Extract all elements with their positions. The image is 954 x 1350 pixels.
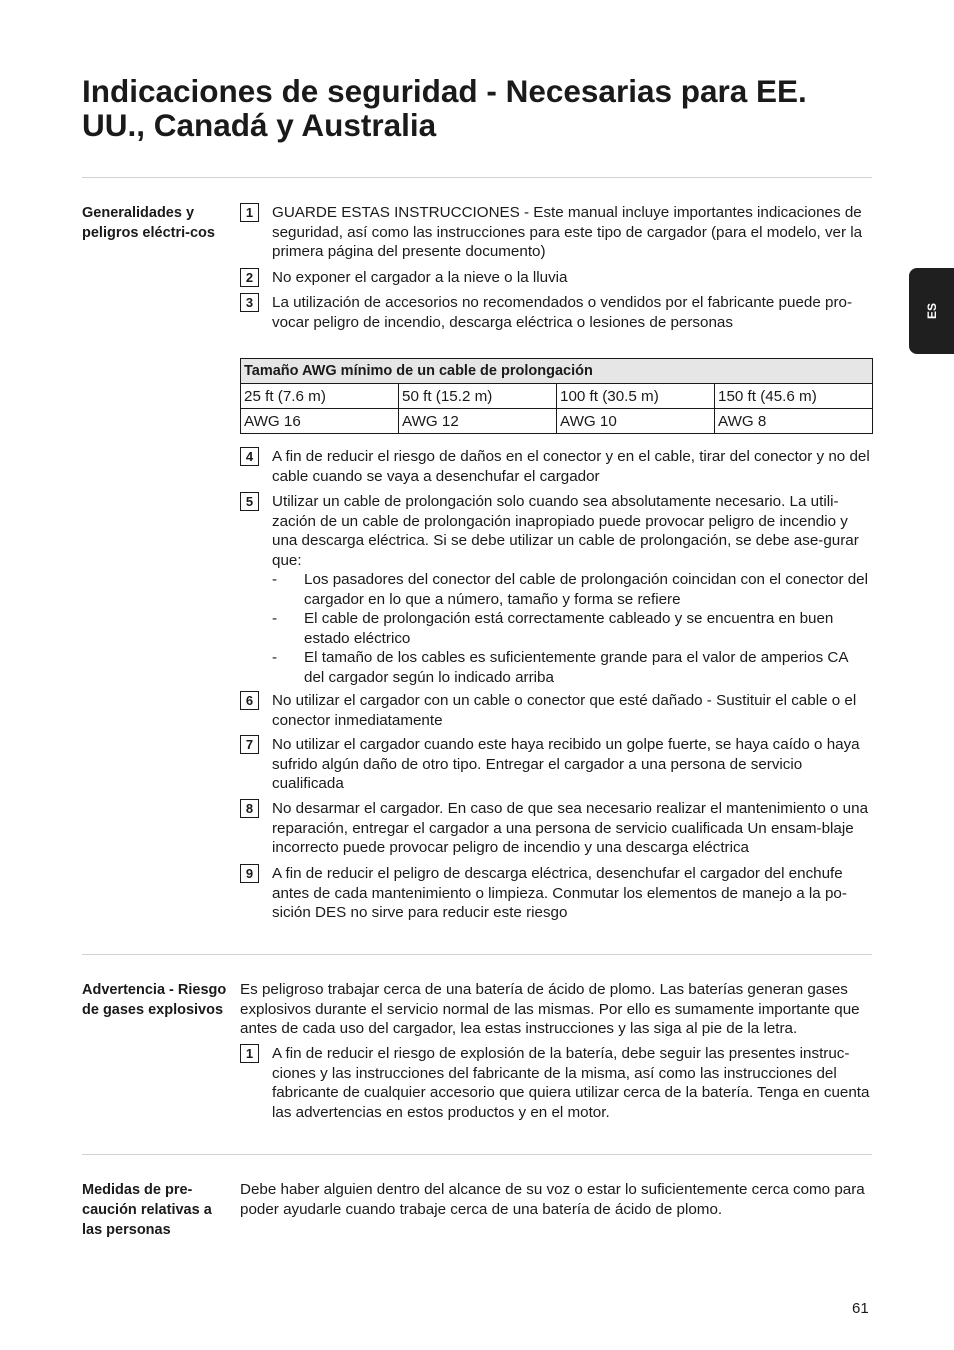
list-item [240, 203, 872, 262]
table-row [241, 409, 873, 434]
list-item [240, 293, 872, 332]
list-item [240, 864, 872, 923]
table-cell: 25 ft (7.6 m) [241, 384, 399, 409]
item-number: 5 [240, 492, 259, 511]
section-heading-explosive-gases: Advertencia - Riesgo de gases explosivos [82, 982, 227, 1018]
item-text: A fin de reducir el riesgo de daños en el conector y en el cable, tirar del conector y no del cable cuando se vaya a desenchufar el cargador [272, 448, 870, 485]
item-text: No desarmar el cargador. En caso de que sea necesario realizar el mantenimiento o una reparación, entregar el cargador a una persona de servicio cualificada Un ensam-blaje incorrecto puede provocar peligro de incendio y una descarga eléctrica [272, 800, 869, 856]
list-item [240, 1044, 872, 1122]
list-item [240, 735, 872, 794]
item-number: 6 [240, 691, 259, 710]
table-cell: 100 ft (30.5 m) [557, 384, 715, 409]
item-number: 1 [240, 1044, 259, 1063]
item-number: 1 [240, 203, 259, 222]
section-intro: Es peligroso trabajar cerca de una batería de ácido de plomo. Las baterías generan gases explosivos durante el servicio normal de las mismas. Por ello es sumamente importante que antes de cada uso del cargador, lea estas instrucciones y las siga al pie de la letra. [240, 981, 860, 1037]
table-header: Tamaño AWG mínimo de un cable de prolongación [241, 359, 873, 384]
bullet-dash: - [272, 571, 278, 588]
bullet-item [272, 570, 872, 609]
section-intro: Debe haber alguien dentro del alcance de su voz o estar lo suficientemente cerca como para poder ayudarle cuando trabaje cerca de una batería de ácido de plomo. [240, 1181, 865, 1218]
list-item [240, 799, 872, 858]
bullet-text: Los pasadores del conector del cable de prolongación coincidan con el conector del cargador en lo que a número, tamaño y forma se refiere [304, 571, 868, 608]
section-heading-electrical: Generalidades y peligros eléctri-cos [82, 205, 215, 241]
table-cell: AWG 8 [715, 409, 873, 434]
item-text: No utilizar el cargador cuando este haya recibido un golpe fuerte, se haya caído o haya sufrido algún daño de otro tipo. Entregar el cargador a una persona de servicio cualificada [272, 736, 860, 792]
item-text: La utilización de accesorios no recomendados o vendidos por el fabricante puede pro-vocar peligro de incendio, descarga eléctrica o lesiones de personas [272, 294, 853, 331]
item-text: A fin de reducir el peligro de descarga eléctrica, desenchufar el cargador del enchufe antes de cada mantenimiento o limpieza. Conmutar los elementos de manejo a la po-sición DES no sirve para reducir este riesgo [272, 865, 847, 921]
item-number: 2 [240, 268, 259, 287]
bullet-text: El tamaño de los cables es suficientemente grande para el valor de amperios CA del cargador según lo indicado arriba [304, 649, 848, 686]
list-item [240, 268, 872, 288]
table-row [241, 384, 873, 409]
bullet-text: El cable de prolongación está correctamente cableado y se encuentra en buen estado eléctrico [304, 610, 834, 647]
item-number: 4 [240, 447, 259, 466]
item-number: 3 [240, 293, 259, 312]
table-cell: 50 ft (15.2 m) [399, 384, 557, 409]
item-text [272, 492, 872, 687]
item-intro: Utilizar un cable de prolongación solo cuando sea absolutamente necesario. La utili-zación de un cable de prolongación inapropiado puede provocar peligro de incendio y una descarga eléctrica. Si se debe utilizar un cable de prolongación, se debe ase-gurar que: [272, 493, 859, 569]
item-text: No utilizar el cargador con un cable o conector que esté dañado - Sustituir el cable o el conector inmediatamente [272, 692, 857, 729]
language-tab [909, 268, 954, 354]
page-number: 61 [852, 1300, 869, 1317]
bullet-dash: - [272, 649, 278, 666]
language-tab-label: ES [924, 302, 939, 320]
bullet-item [272, 609, 872, 648]
table-cell: AWG 16 [241, 409, 399, 434]
item-number: 7 [240, 735, 259, 754]
table-cell: 150 ft (45.6 m) [715, 384, 873, 409]
item-text: GUARDE ESTAS INSTRUCCIONES - Este manual incluye importantes indicaciones de seguridad, así como las instrucciones para este tipo de cargador (para el modelo, ver la primera página del presente documento) [272, 204, 863, 260]
bullet-dash: - [272, 610, 278, 627]
item-number: 8 [240, 799, 259, 818]
section-divider [82, 1154, 872, 1155]
list-item [240, 691, 872, 730]
item-number: 9 [240, 864, 259, 883]
awg-table [240, 358, 873, 434]
list-item [240, 447, 872, 486]
item-text: A fin de reducir el riesgo de explosión de la batería, debe seguir las presentes instruc-ciones y las instrucciones del fabricante de la misma, así como las instrucciones del fabricante de cualquier accesorio que quiera utilizar cerca de la batería. Tenga en cuenta las advertencias en estos productos y en el motor. [272, 1045, 870, 1121]
page-title: Indicaciones de seguridad - Necesarias para EE. UU., Canadá y Australia [82, 73, 807, 143]
section-divider [82, 954, 872, 955]
section-heading-personal-precautions: Medidas de pre-caución relativas a las personas [82, 1182, 212, 1238]
list-item [240, 492, 872, 687]
section-divider [82, 177, 872, 178]
bullet-item [272, 648, 872, 687]
table-cell: AWG 10 [557, 409, 715, 434]
table-cell: AWG 12 [399, 409, 557, 434]
item-text: No exponer el cargador a la nieve o la lluvia [272, 269, 568, 286]
